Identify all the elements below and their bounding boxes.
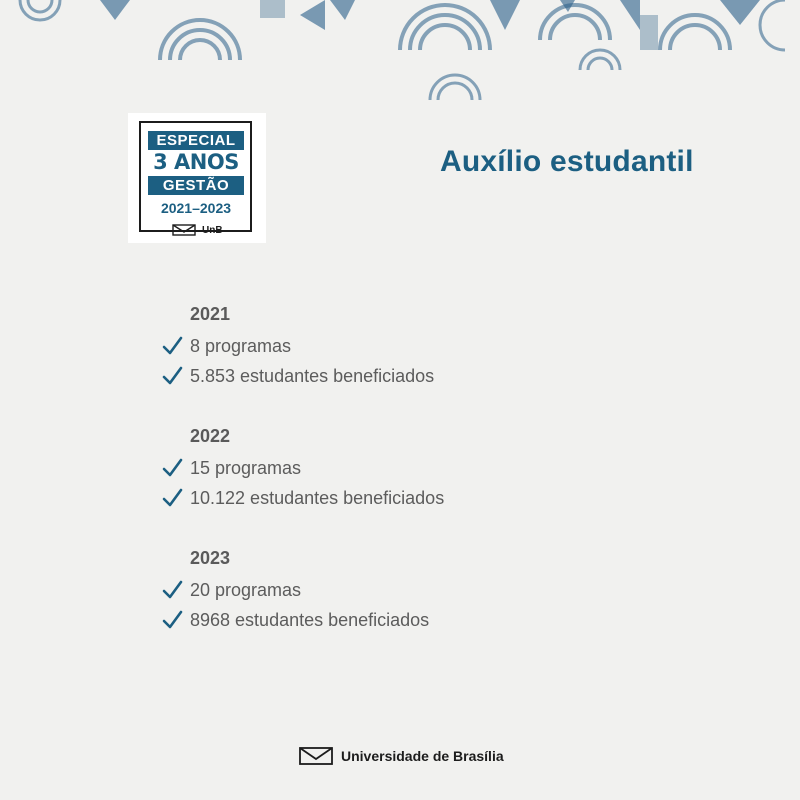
badge-anos-label: 3 ANOS bbox=[153, 150, 239, 174]
unb-logo-icon bbox=[172, 224, 196, 236]
footer-logo bbox=[299, 747, 504, 765]
badge-unb-logo bbox=[172, 223, 223, 237]
unb-logo-icon bbox=[299, 747, 333, 765]
list-item bbox=[160, 456, 301, 480]
badge-unb-text: UnB bbox=[202, 224, 223, 236]
anniversary-badge bbox=[128, 113, 266, 243]
check-icon bbox=[160, 579, 184, 601]
list-item-label: 15 programas bbox=[190, 457, 302, 478]
check-icon bbox=[160, 335, 184, 357]
list-item bbox=[160, 334, 291, 358]
page-title: Auxílio estudantil bbox=[440, 145, 694, 178]
badge-years-label: 2021–2023 bbox=[160, 200, 232, 216]
list-item-label: 20 programas bbox=[190, 579, 302, 600]
check-icon bbox=[160, 457, 184, 479]
check-icon bbox=[160, 487, 184, 509]
year-heading: 2023 bbox=[190, 548, 231, 568]
check-icon bbox=[160, 609, 184, 631]
list-item bbox=[160, 578, 301, 602]
badge-gestao-label: GESTÃO bbox=[148, 176, 244, 195]
list-item-label: 8968 estudantes beneficiados bbox=[190, 609, 430, 630]
list-item-label: 10.122 estudantes beneficiados bbox=[190, 487, 445, 508]
list-item-label: 5.853 estudantes beneficiados bbox=[190, 365, 435, 386]
year-heading: 2022 bbox=[190, 426, 231, 446]
list-item-label: 8 programas bbox=[190, 335, 292, 356]
check-icon bbox=[160, 365, 184, 387]
decorative-pattern bbox=[0, 0, 800, 110]
list-item bbox=[160, 364, 434, 388]
year-heading: 2021 bbox=[190, 304, 231, 324]
footer-university-name: Universidade de Brasília bbox=[341, 748, 504, 764]
badge-especial-label: ESPECIAL bbox=[148, 131, 244, 150]
list-item bbox=[160, 608, 429, 632]
list-item bbox=[160, 486, 444, 510]
